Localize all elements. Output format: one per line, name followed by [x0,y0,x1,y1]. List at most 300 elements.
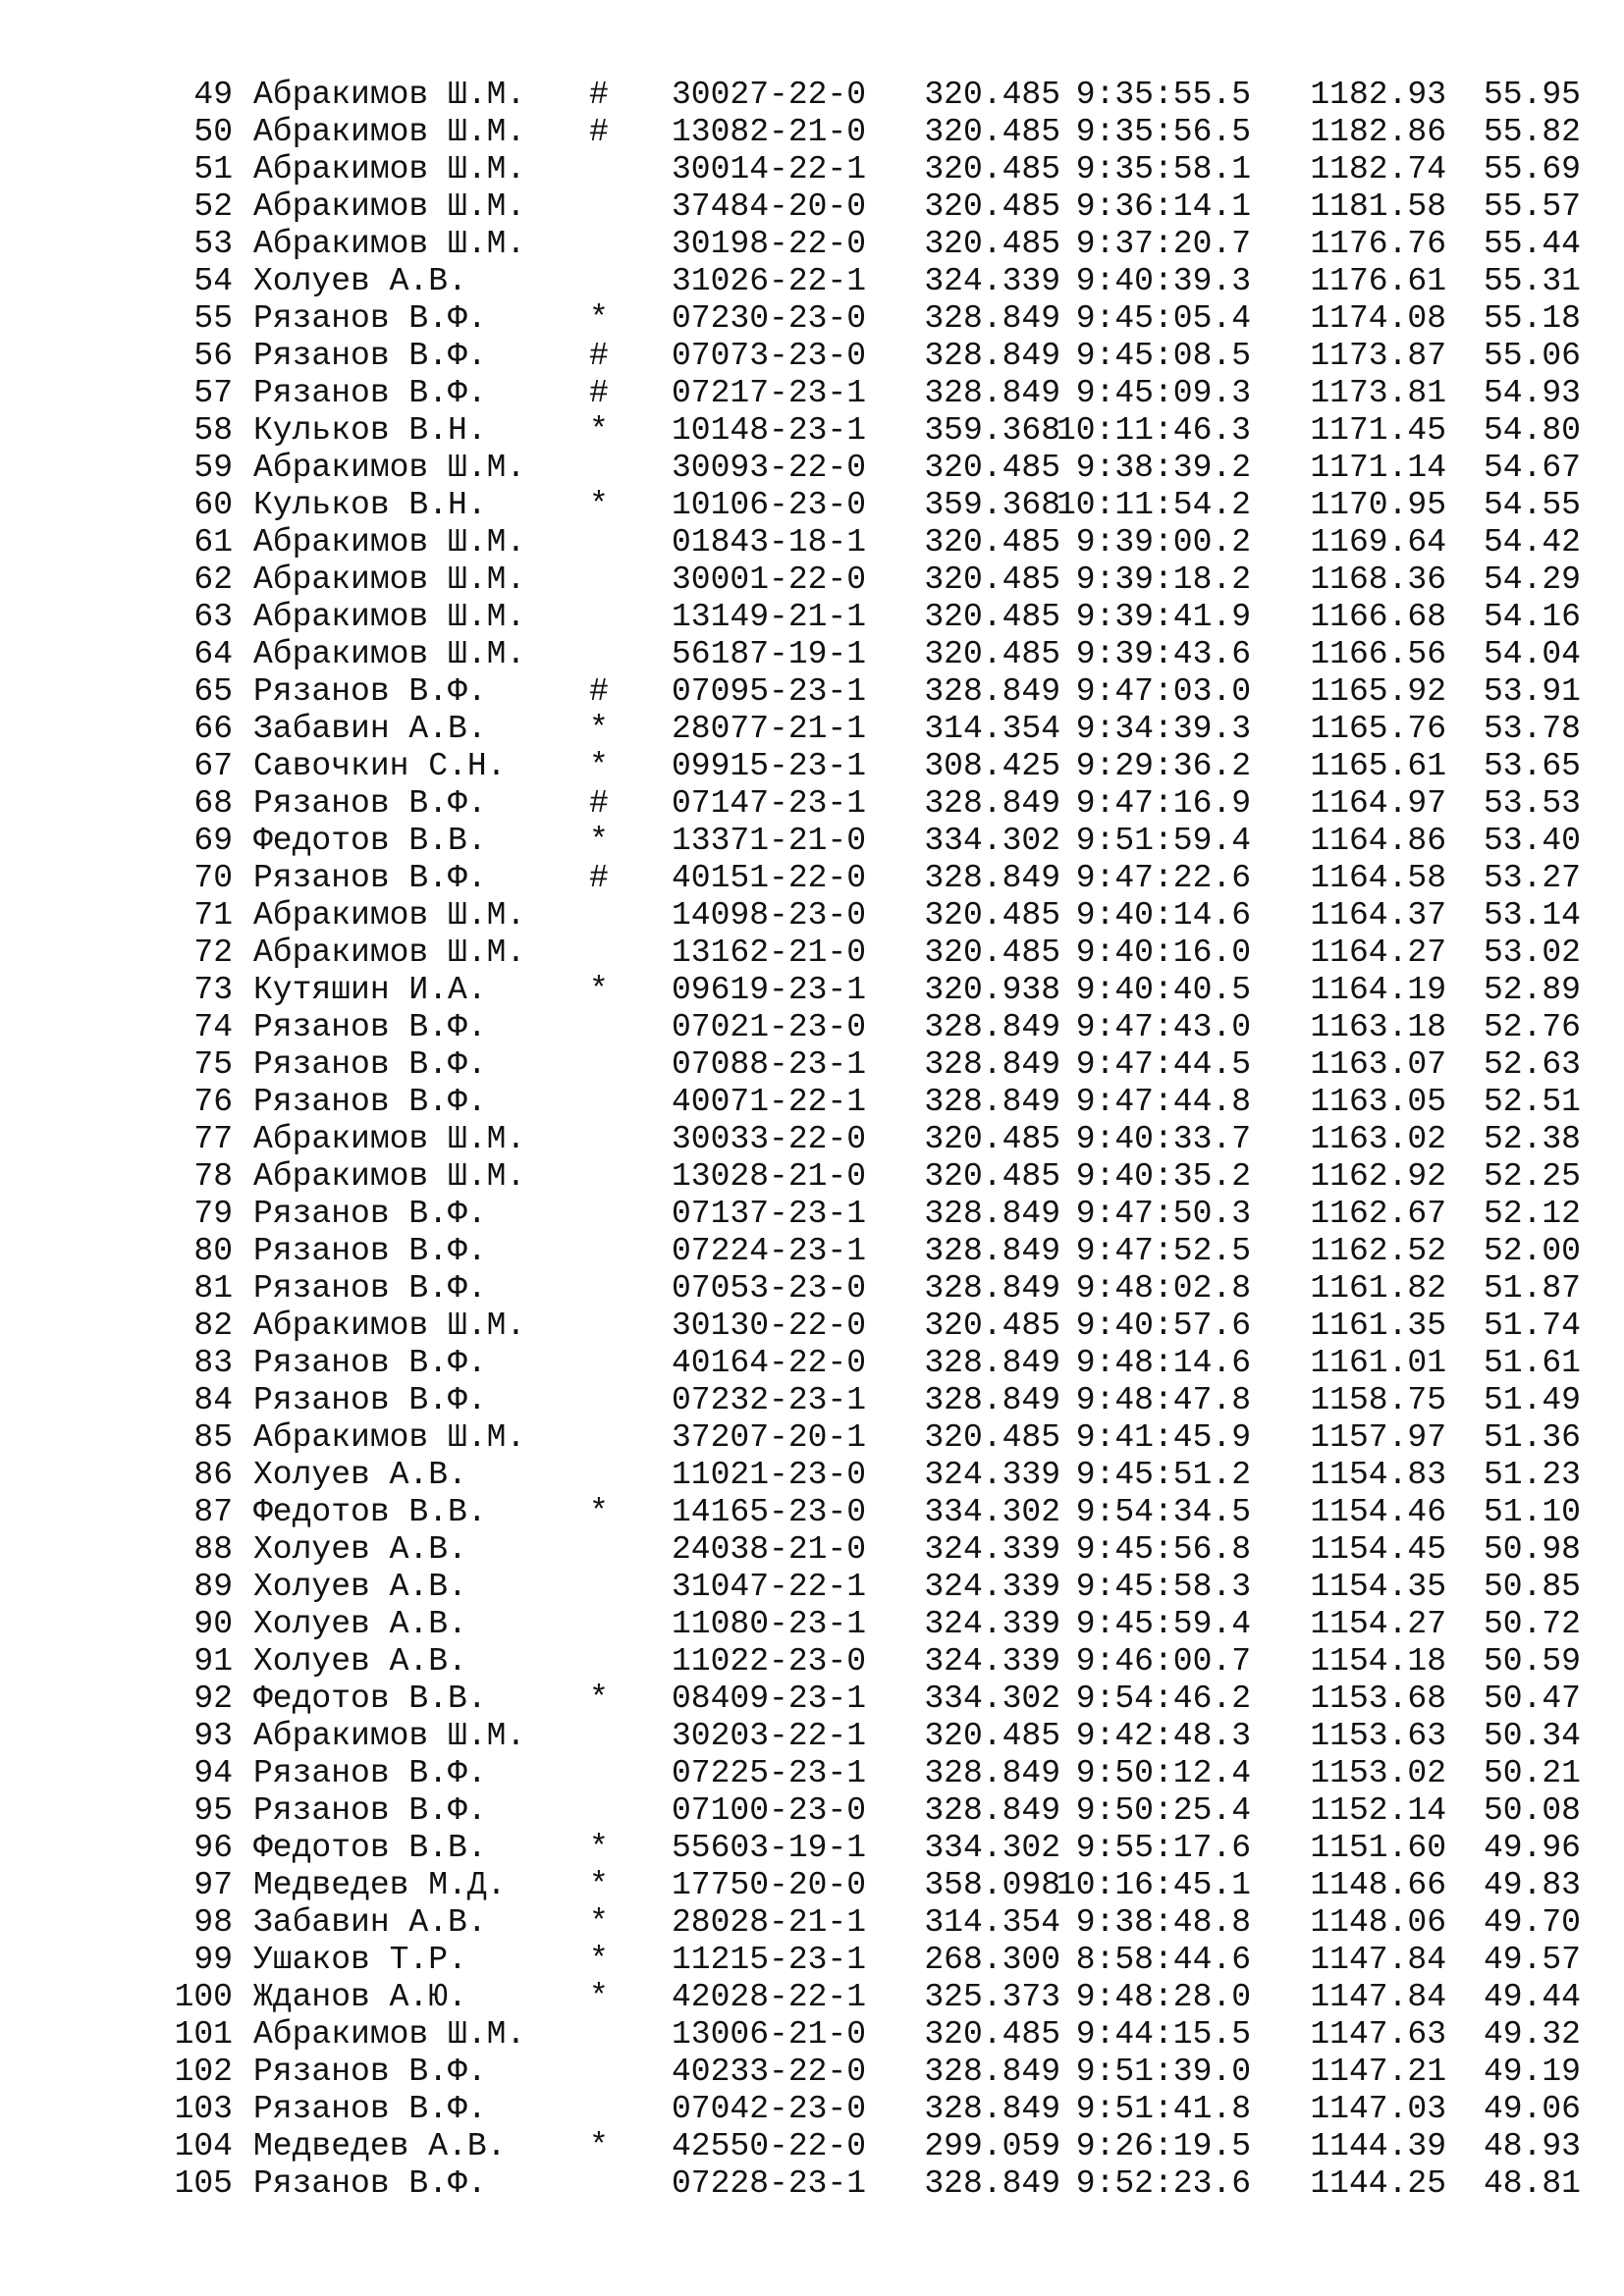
flag-mark: # [589,338,609,374]
speed: 1164.86 [1310,823,1446,859]
speed: 1164.97 [1310,785,1446,822]
distance: 334.302 [924,1830,1060,1866]
arrival-time: 9:40:33.7 [1075,1121,1251,1157]
row-number: 85 [193,1419,233,1456]
speed: 1161.82 [1310,1270,1446,1307]
table-row [0,1308,1624,1345]
score: 55.95 [1483,77,1581,113]
distance: 320.485 [924,561,1060,598]
table-row [0,450,1624,487]
speed: 1147.84 [1310,1979,1446,2015]
arrival-time: 9:37:20.7 [1075,226,1251,262]
ring-number: 07053-23-0 [672,1270,867,1307]
flag-mark: * [589,300,609,337]
ring-number: 11022-23-0 [672,1643,867,1680]
ring-number: 40233-22-0 [672,2054,867,2090]
score: 49.83 [1483,1867,1581,1903]
ring-number: 55603-19-1 [672,1830,867,1866]
fancier-name: Рязанов В.Ф. [253,1345,487,1381]
distance: 320.485 [924,1158,1060,1195]
row-number: 66 [193,711,233,747]
speed: 1171.14 [1310,450,1446,486]
ring-number: 13371-21-0 [672,823,867,859]
arrival-time: 9:35:58.1 [1075,151,1251,187]
ring-number: 13162-21-0 [672,934,867,971]
speed: 1173.87 [1310,338,1446,374]
row-number: 60 [193,487,233,523]
flag-mark: # [589,375,609,411]
distance: 328.849 [924,2165,1060,2202]
speed: 1151.60 [1310,1830,1446,1866]
score: 52.89 [1483,972,1581,1008]
arrival-time: 10:11:54.2 [1056,487,1251,523]
arrival-time: 9:54:34.5 [1075,1494,1251,1530]
distance: 328.849 [924,1345,1060,1381]
fancier-name: Федотов В.В. [253,1681,487,1717]
fancier-name: Абракимов Ш.М. [253,2016,526,2053]
score: 51.49 [1483,1382,1581,1418]
speed: 1173.81 [1310,375,1446,411]
distance: 328.849 [924,1755,1060,1791]
table-row [0,1158,1624,1196]
arrival-time: 9:42:48.3 [1075,1718,1251,1754]
flag-mark: * [589,1904,609,1941]
row-number: 103 [174,2091,233,2127]
row-number: 73 [193,972,233,1008]
table-row [0,1270,1624,1308]
fancier-name: Рязанов В.Ф. [253,1084,487,1120]
ring-number: 07100-23-0 [672,1792,867,1829]
ring-number: 56187-19-1 [672,636,867,672]
ring-number: 30093-22-0 [672,450,867,486]
score: 49.57 [1483,1942,1581,1978]
row-number: 105 [174,2165,233,2202]
score: 48.81 [1483,2165,1581,2202]
speed: 1163.05 [1310,1084,1446,1120]
score: 55.82 [1483,114,1581,150]
arrival-time: 9:36:14.1 [1075,188,1251,225]
row-number: 76 [193,1084,233,1120]
score: 52.51 [1483,1084,1581,1120]
table-row [0,897,1624,934]
table-row [0,487,1624,524]
ring-number: 09915-23-1 [672,748,867,784]
row-number: 65 [193,673,233,710]
distance: 320.485 [924,1308,1060,1344]
arrival-time: 9:47:43.0 [1075,1009,1251,1045]
distance: 324.339 [924,1569,1060,1605]
fancier-name: Федотов В.В. [253,1830,487,1866]
row-number: 55 [193,300,233,337]
distance: 314.354 [924,711,1060,747]
arrival-time: 9:44:15.5 [1075,2016,1251,2053]
table-row [0,1606,1624,1643]
table-row [0,1867,1624,1904]
distance: 328.849 [924,1009,1060,1045]
score: 51.87 [1483,1270,1581,1307]
score: 50.47 [1483,1681,1581,1717]
speed: 1154.35 [1310,1569,1446,1605]
arrival-time: 9:40:57.6 [1075,1308,1251,1344]
fancier-name: Рязанов В.Ф. [253,860,487,896]
speed: 1148.66 [1310,1867,1446,1903]
distance: 320.485 [924,636,1060,672]
score: 53.27 [1483,860,1581,896]
flag-mark: * [589,1494,609,1530]
score: 53.91 [1483,673,1581,710]
distance: 320.485 [924,2016,1060,2053]
flag-mark: # [589,673,609,710]
table-row [0,1569,1624,1606]
row-number: 49 [193,77,233,113]
flag-mark: * [589,972,609,1008]
table-row [0,1494,1624,1531]
table-row [0,1196,1624,1233]
score: 49.19 [1483,2054,1581,2090]
speed: 1166.56 [1310,636,1446,672]
row-number: 74 [193,1009,233,1045]
distance: 359.368 [924,487,1060,523]
arrival-time: 9:45:59.4 [1075,1606,1251,1642]
fancier-name: Абракимов Ш.М. [253,561,526,598]
score: 52.25 [1483,1158,1581,1195]
ring-number: 07042-23-0 [672,2091,867,2127]
ring-number: 07224-23-1 [672,1233,867,1269]
table-row [0,2054,1624,2091]
row-number: 57 [193,375,233,411]
arrival-time: 9:29:36.2 [1075,748,1251,784]
distance: 324.339 [924,1531,1060,1568]
table-row [0,599,1624,636]
speed: 1181.58 [1310,188,1446,225]
speed: 1176.76 [1310,226,1446,262]
row-number: 70 [193,860,233,896]
distance: 320.485 [924,188,1060,225]
ring-number: 28077-21-1 [672,711,867,747]
score: 53.65 [1483,748,1581,784]
score: 49.32 [1483,2016,1581,2053]
distance: 324.339 [924,1643,1060,1680]
arrival-time: 9:48:14.6 [1075,1345,1251,1381]
fancier-name: Абракимов Ш.М. [253,450,526,486]
speed: 1161.35 [1310,1308,1446,1344]
arrival-time: 9:50:25.4 [1075,1792,1251,1829]
arrival-time: 10:11:46.3 [1056,412,1251,449]
ring-number: 40071-22-1 [672,1084,867,1120]
ring-number: 28028-21-1 [672,1904,867,1941]
speed: 1153.68 [1310,1681,1446,1717]
distance: 320.938 [924,972,1060,1008]
ring-number: 30027-22-0 [672,77,867,113]
fancier-name: Абракимов Ш.М. [253,934,526,971]
table-row [0,77,1624,114]
arrival-time: 9:39:18.2 [1075,561,1251,598]
table-row [0,1382,1624,1419]
arrival-time: 9:47:44.5 [1075,1046,1251,1083]
fancier-name: Абракимов Ш.М. [253,1308,526,1344]
row-number: 77 [193,1121,233,1157]
arrival-time: 9:54:46.2 [1075,1681,1251,1717]
score: 52.63 [1483,1046,1581,1083]
speed: 1147.03 [1310,2091,1446,2127]
ring-number: 11021-23-0 [672,1457,867,1493]
row-number: 83 [193,1345,233,1381]
table-row [0,1009,1624,1046]
score: 54.42 [1483,524,1581,561]
arrival-time: 9:51:41.8 [1075,2091,1251,2127]
arrival-time: 9:34:39.3 [1075,711,1251,747]
table-row [0,2091,1624,2128]
flag-mark: # [589,114,609,150]
distance: 328.849 [924,375,1060,411]
table-row [0,1755,1624,1792]
table-row [0,636,1624,673]
score: 50.21 [1483,1755,1581,1791]
speed: 1144.39 [1310,2128,1446,2164]
distance: 299.059 [924,2128,1060,2164]
ring-number: 07228-23-1 [672,2165,867,2202]
row-number: 62 [193,561,233,598]
speed: 1154.83 [1310,1457,1446,1493]
table-row [0,188,1624,226]
distance: 328.849 [924,1233,1060,1269]
fancier-name: Рязанов В.Ф. [253,2054,487,2090]
ring-number: 14165-23-0 [672,1494,867,1530]
ring-number: 17750-20-0 [672,1867,867,1903]
score: 49.96 [1483,1830,1581,1866]
distance: 328.849 [924,860,1060,896]
flag-mark: * [589,2128,609,2164]
row-number: 97 [193,1867,233,1903]
score: 54.55 [1483,487,1581,523]
score: 54.80 [1483,412,1581,449]
speed: 1165.61 [1310,748,1446,784]
distance: 320.485 [924,450,1060,486]
score: 53.53 [1483,785,1581,822]
distance: 359.368 [924,412,1060,449]
arrival-time: 9:39:41.9 [1075,599,1251,635]
fancier-name: Забавин А.В. [253,1904,487,1941]
arrival-time: 9:47:22.6 [1075,860,1251,896]
ring-number: 30198-22-0 [672,226,867,262]
distance: 328.849 [924,673,1060,710]
score: 55.57 [1483,188,1581,225]
distance: 320.485 [924,151,1060,187]
distance: 328.849 [924,1046,1060,1083]
ring-number: 07021-23-0 [672,1009,867,1045]
table-row [0,375,1624,412]
table-row [0,1681,1624,1718]
flag-mark: * [589,1979,609,2015]
ring-number: 31047-22-1 [672,1569,867,1605]
flag-mark: * [589,1830,609,1866]
fancier-name: Кульков В.Н. [253,412,487,449]
fancier-name: Кутяшин И.А. [253,972,487,1008]
ring-number: 30203-22-1 [672,1718,867,1754]
score: 51.10 [1483,1494,1581,1530]
row-number: 102 [174,2054,233,2090]
flag-mark: * [589,487,609,523]
ring-number: 30033-22-0 [672,1121,867,1157]
score: 52.12 [1483,1196,1581,1232]
speed: 1153.02 [1310,1755,1446,1791]
table-row [0,1904,1624,1942]
ring-number: 11080-23-1 [672,1606,867,1642]
row-number: 75 [193,1046,233,1083]
distance: 320.485 [924,897,1060,934]
speed: 1165.76 [1310,711,1446,747]
fancier-name: Абракимов Ш.М. [253,897,526,934]
fancier-name: Федотов В.В. [253,1494,487,1530]
row-number: 99 [193,1942,233,1978]
table-row [0,711,1624,748]
table-row [0,2016,1624,2054]
fancier-name: Рязанов В.Ф. [253,785,487,822]
distance: 328.849 [924,785,1060,822]
fancier-name: Холуев А.В. [253,1569,467,1605]
row-number: 81 [193,1270,233,1307]
score: 50.34 [1483,1718,1581,1754]
speed: 1162.67 [1310,1196,1446,1232]
fancier-name: Забавин А.В. [253,711,487,747]
speed: 1164.37 [1310,897,1446,934]
score: 51.61 [1483,1345,1581,1381]
ring-number: 10106-23-0 [672,487,867,523]
row-number: 51 [193,151,233,187]
distance: 320.485 [924,1419,1060,1456]
speed: 1174.08 [1310,300,1446,337]
fancier-name: Медведев М.Д. [253,1867,507,1903]
arrival-time: 8:58:44.6 [1075,1942,1251,1978]
speed: 1163.07 [1310,1046,1446,1083]
fancier-name: Абракимов Ш.М. [253,599,526,635]
ring-number: 07225-23-1 [672,1755,867,1791]
fancier-name: Рязанов В.Ф. [253,375,487,411]
fancier-name: Кульков В.Н. [253,487,487,523]
fancier-name: Савочкин С.Н. [253,748,507,784]
score: 50.72 [1483,1606,1581,1642]
distance: 328.849 [924,1270,1060,1307]
distance: 308.425 [924,748,1060,784]
speed: 1163.02 [1310,1121,1446,1157]
ring-number: 07095-23-1 [672,673,867,710]
score: 50.85 [1483,1569,1581,1605]
speed: 1164.58 [1310,860,1446,896]
distance: 328.849 [924,300,1060,337]
arrival-time: 9:38:48.8 [1075,1904,1251,1941]
row-number: 100 [174,1979,233,2015]
speed: 1182.74 [1310,151,1446,187]
table-row [0,2165,1624,2203]
distance: 334.302 [924,1494,1060,1530]
ring-number: 30130-22-0 [672,1308,867,1344]
speed: 1147.84 [1310,1942,1446,1978]
flag-mark: # [589,860,609,896]
distance: 325.373 [924,1979,1060,2015]
row-number: 71 [193,897,233,934]
score: 48.93 [1483,2128,1581,2164]
flag-mark: * [589,1681,609,1717]
row-number: 91 [193,1643,233,1680]
speed: 1154.46 [1310,1494,1446,1530]
speed: 1147.63 [1310,2016,1446,2053]
fancier-name: Рязанов В.Ф. [253,2091,487,2127]
speed: 1169.64 [1310,524,1446,561]
distance: 328.849 [924,1196,1060,1232]
fancier-name: Холуев А.В. [253,1531,467,1568]
row-number: 78 [193,1158,233,1195]
speed: 1176.61 [1310,263,1446,299]
ring-number: 13082-21-0 [672,114,867,150]
fancier-name: Рязанов В.Ф. [253,1755,487,1791]
fancier-name: Рязанов В.Ф. [253,673,487,710]
fancier-name: Рязанов В.Ф. [253,2165,487,2202]
score: 50.08 [1483,1792,1581,1829]
row-number: 82 [193,1308,233,1344]
ring-number: 30001-22-0 [672,561,867,598]
distance: 320.485 [924,934,1060,971]
distance: 358.098 [924,1867,1060,1903]
arrival-time: 9:46:00.7 [1075,1643,1251,1680]
row-number: 64 [193,636,233,672]
fancier-name: Рязанов В.Ф. [253,1196,487,1232]
arrival-time: 9:35:55.5 [1075,77,1251,113]
flag-mark: # [589,77,609,113]
speed: 1158.75 [1310,1382,1446,1418]
ring-number: 07232-23-1 [672,1382,867,1418]
row-number: 88 [193,1531,233,1568]
row-number: 96 [193,1830,233,1866]
speed: 1163.18 [1310,1009,1446,1045]
arrival-time: 9:45:08.5 [1075,338,1251,374]
fancier-name: Абракимов Ш.М. [253,114,526,150]
fancier-name: Рязанов В.Ф. [253,1009,487,1045]
score: 51.36 [1483,1419,1581,1456]
ring-number: 13006-21-0 [672,2016,867,2053]
row-number: 72 [193,934,233,971]
ring-number: 09619-23-1 [672,972,867,1008]
table-row [0,860,1624,897]
ring-number: 13149-21-1 [672,599,867,635]
distance: 324.339 [924,263,1060,299]
score: 55.06 [1483,338,1581,374]
row-number: 101 [174,2016,233,2053]
fancier-name: Рязанов В.Ф. [253,338,487,374]
arrival-time: 9:41:45.9 [1075,1419,1251,1456]
row-number: 58 [193,412,233,449]
score: 52.00 [1483,1233,1581,1269]
arrival-time: 9:45:58.3 [1075,1569,1251,1605]
fancier-name: Абракимов Ш.М. [253,1419,526,1456]
speed: 1182.93 [1310,77,1446,113]
fancier-name: Абракимов Ш.М. [253,226,526,262]
arrival-time: 9:55:17.6 [1075,1830,1251,1866]
fancier-name: Абракимов Ш.М. [253,188,526,225]
score: 55.31 [1483,263,1581,299]
row-number: 52 [193,188,233,225]
score: 51.74 [1483,1308,1581,1344]
fancier-name: Абракимов Ш.М. [253,524,526,561]
arrival-time: 9:50:12.4 [1075,1755,1251,1791]
speed: 1170.95 [1310,487,1446,523]
flag-mark: * [589,1942,609,1978]
score: 49.06 [1483,2091,1581,2127]
table-row [0,412,1624,450]
row-number: 90 [193,1606,233,1642]
row-number: 67 [193,748,233,784]
table-row [0,1046,1624,1084]
fancier-name: Абракимов Ш.М. [253,1718,526,1754]
